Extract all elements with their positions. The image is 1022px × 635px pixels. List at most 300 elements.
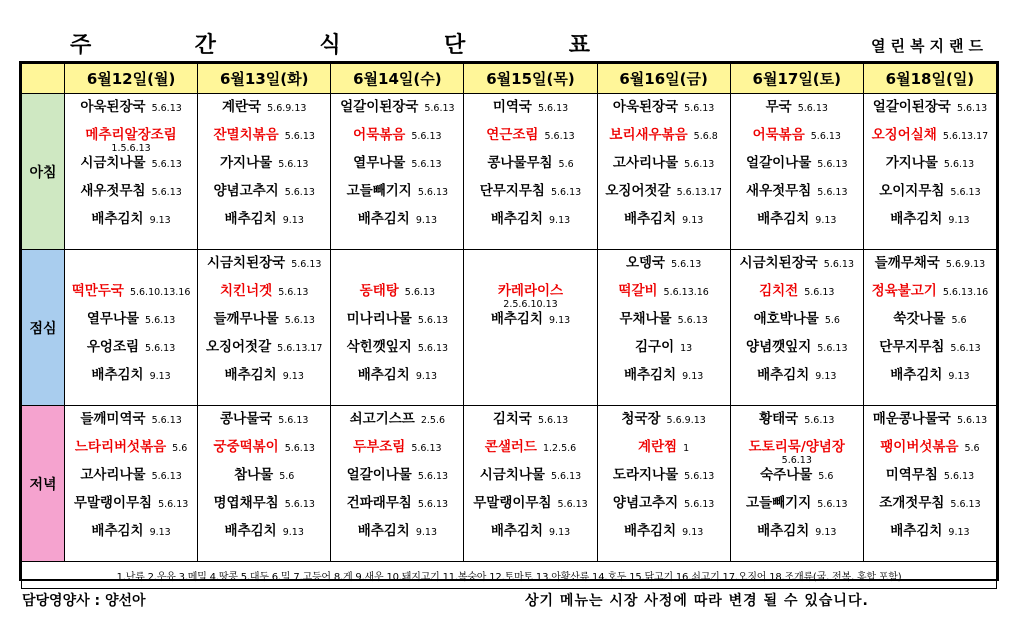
dish-name: 시금치된장국: [206, 255, 286, 271]
menu-item: [864, 367, 996, 395]
dish-name: 숙주나물: [760, 467, 813, 483]
menu-item: [65, 439, 197, 467]
dish-name: 배추김치: [357, 523, 410, 539]
dish-name: 미역국: [492, 99, 532, 115]
dish-name: 가지나물: [220, 155, 273, 171]
allergen-codes: 5.6.13: [158, 499, 189, 510]
allergen-codes: 5.6.13: [797, 103, 828, 114]
allergen-codes: 5.6.13: [823, 259, 854, 270]
menu-item: [731, 411, 863, 439]
allergen-codes: 1.5.6.13: [111, 143, 151, 154]
allergen-codes: 5.6.8: [693, 131, 718, 142]
menu-item: [731, 439, 863, 467]
menu-item: [198, 411, 330, 439]
menu-item: [864, 411, 996, 439]
menu-item: [864, 467, 996, 495]
dish-name: 무국: [765, 99, 792, 115]
allergen-codes: 5.6.10.13.16: [129, 287, 191, 298]
day-header: 6월17일(토): [730, 64, 863, 94]
page-title: [70, 28, 590, 58]
menu-item: [65, 283, 197, 311]
allergen-codes: 9.13: [815, 215, 837, 226]
allergen-codes: 5.6.13: [956, 415, 988, 426]
dish-name: 참나물: [234, 467, 274, 483]
dish-name: 새우젓무침: [746, 183, 812, 199]
dish-name: 단무지무침: [479, 183, 545, 199]
dish-name: 연근조림: [486, 127, 539, 143]
dish-name: 도라지나물: [612, 467, 679, 483]
dish-name: 미역무침: [885, 467, 938, 483]
menu-item: [65, 367, 197, 395]
dish-name: 메추리알장조림: [85, 127, 177, 143]
dish-name: 배추김치: [890, 211, 943, 227]
menu-item: [198, 495, 330, 523]
allergen-codes: 5.6.13: [417, 471, 449, 482]
menu-cell: [331, 250, 464, 406]
menu-item: [731, 283, 863, 311]
menu-item: [464, 495, 596, 523]
dish-name: 열무나물: [86, 311, 140, 327]
allergen-codes: 5.6.13: [284, 131, 315, 142]
allergen-codes: 9.13: [415, 527, 438, 538]
menu-item: [598, 183, 730, 211]
menu-item: [598, 155, 730, 183]
menu-item: [464, 155, 596, 183]
dish-name: 시금치된장국: [739, 255, 818, 271]
menu-item: [731, 467, 863, 495]
allergen-codes: 5.6.13: [810, 131, 841, 142]
allergen-codes: 5.6: [951, 315, 967, 326]
menu-item: [65, 467, 197, 495]
menu-item: [864, 155, 996, 183]
dish-name: 어묵볶음: [353, 127, 406, 143]
dish-name: 얼갈이된장국: [872, 99, 951, 115]
allergen-codes: 5.6.13: [151, 159, 182, 170]
dish-name: 오이지무침: [879, 183, 945, 199]
menu-item: [864, 311, 996, 339]
meal-row-breakfast: [22, 94, 997, 250]
allergen-codes: 5.6: [279, 471, 295, 482]
allergen-codes: 13: [680, 343, 693, 354]
dish-name: 배추김치: [623, 211, 677, 227]
dish-name: 열무나물: [353, 155, 406, 171]
day-header: 6월16일(금): [597, 64, 730, 94]
dish-name: 배추김치: [623, 367, 677, 383]
allergen-codes: 5.6: [824, 315, 840, 326]
allergen-codes: 5.6.13: [145, 343, 176, 354]
meal-row-lunch: [22, 250, 997, 406]
dish-name: 보리새우볶음: [609, 127, 688, 143]
dish-name: 도토리묵/양념장: [748, 439, 845, 455]
menu-item: [198, 523, 330, 551]
allergen-codes: 5.6.13: [817, 499, 848, 510]
menu-grid: [21, 63, 997, 589]
allergen-codes: 2.5.6: [420, 415, 446, 426]
allergen-codes: 5.6.13.17: [942, 131, 989, 142]
menu-item: [598, 283, 730, 311]
dish-name: 쇠고기스프: [349, 411, 415, 427]
dietitian-name: 담당영양사 : 양선아: [22, 593, 146, 609]
meal-label: 아침: [22, 94, 65, 250]
menu-item: [464, 283, 596, 311]
menu-item: [198, 439, 330, 467]
dish-name: 김구이: [635, 339, 675, 355]
menu-item: [198, 99, 330, 127]
allergen-codes: 5.6.13: [677, 315, 708, 326]
allergen-codes: 5.6.13: [557, 499, 588, 510]
corner-cell: [22, 64, 65, 94]
allergen-codes: 5.6.13: [417, 343, 449, 354]
dish-name: 시금치나물: [80, 155, 146, 171]
menu-cell: [597, 406, 730, 562]
allergen-codes: 5.6: [172, 443, 188, 454]
allergen-codes: 5.6.13: [781, 455, 812, 466]
dish-name: 김치국: [492, 411, 532, 427]
menu-item: [198, 155, 330, 183]
allergen-codes: 5.6.13: [284, 443, 315, 454]
allergen-codes: 5.6.13: [550, 187, 582, 198]
menu-cell: [863, 94, 996, 250]
allergen-codes: 5.6.13: [417, 187, 449, 198]
menu-cell: [597, 250, 730, 406]
day-header: 6월14일(수): [331, 64, 464, 94]
day-header: 6월15일(목): [464, 64, 597, 94]
allergen-codes: 5.6.13: [684, 471, 715, 482]
menu-body: [22, 94, 997, 562]
dish-name: 콩나물무침: [487, 155, 553, 171]
menu-item: [331, 183, 463, 211]
dish-name: 가지나물: [885, 155, 938, 171]
dish-name: 삭힌깻잎지: [346, 339, 412, 355]
menu-item: [864, 283, 996, 311]
allergen-codes: 5.6.13: [278, 287, 309, 298]
menu-item: [598, 211, 730, 239]
change-notice: 상기 메뉴는 시장 사정에 따라 변경 될 수 있습니다.: [525, 593, 869, 609]
allergen-codes: 5.6.13: [417, 499, 449, 510]
menu-item: [331, 495, 463, 523]
menu-cell: [65, 250, 198, 406]
dish-name: 들깨무채국: [874, 255, 940, 271]
menu-item: [331, 255, 463, 283]
menu-item: [65, 211, 197, 239]
dish-name: 오징어젓갈: [205, 339, 272, 355]
menu-item: [198, 311, 330, 339]
allergen-codes: 5.6.13: [684, 499, 715, 510]
menu-cell: [65, 94, 198, 250]
dish-name: 명엽채무침: [213, 495, 279, 511]
dish-name: 고들빼기지: [746, 495, 812, 511]
dish-name: 배추김치: [490, 311, 543, 327]
title-char: 주: [70, 33, 92, 58]
menu-item: [65, 339, 197, 367]
menu-item: [864, 339, 996, 367]
allergen-codes: 5.6.13: [284, 315, 315, 326]
menu-item: [331, 311, 463, 339]
menu-item: [331, 283, 463, 311]
dish-name: 잔멸치볶음: [213, 127, 279, 143]
allergen-codes: 5.6.13: [284, 499, 315, 510]
menu-item: [331, 523, 463, 551]
allergen-codes: 9.13: [149, 371, 171, 382]
allergen-codes: 5.6.13: [671, 259, 702, 270]
allergy-legend-row: [22, 562, 997, 589]
allergy-legend: 1.난류 2.우유 3.메밀 4.땅콩 5.대두 6.밀 7.고등어 8.게 9.새우 10.돼지고기 11.복숭아 12.토마토 13.아황산류 14.호두 15.닭고기 16.쇠고기 17.오징어 18.조개류(굴, 전복, 홍합 포함): [22, 562, 997, 589]
allergen-codes: 5.6.13: [956, 103, 988, 114]
dish-name: 배추김치: [490, 523, 543, 539]
dish-name: 새우젓무침: [80, 183, 146, 199]
allergen-codes: 5.6.13: [278, 159, 309, 170]
menu-item: [464, 467, 596, 495]
dish-name: 고사리나물: [80, 467, 146, 483]
menu-item: [731, 255, 863, 283]
menu-cell: [730, 406, 863, 562]
allergen-codes: 5.6.13: [950, 499, 981, 510]
title-char: 단: [444, 33, 466, 58]
allergen-codes: 9.13: [149, 527, 171, 538]
allergen-codes: 9.13: [948, 371, 970, 382]
dish-name: 배추김치: [490, 211, 543, 227]
menu-cell: [730, 250, 863, 406]
menu-item: [731, 523, 863, 551]
allergen-codes: 5.6.9.13: [267, 103, 307, 114]
allergen-codes: 5.6.13: [411, 159, 442, 170]
allergen-codes: 9.13: [415, 371, 438, 382]
title-char: 간: [194, 33, 216, 58]
day-header: 6월18일(일): [863, 64, 996, 94]
brand-name: 열린복지랜드: [871, 37, 988, 55]
menu-item: [65, 411, 197, 439]
menu-item: [198, 211, 330, 239]
menu-item: [731, 367, 863, 395]
menu-item: [198, 283, 330, 311]
allergen-codes: 9.13: [549, 527, 571, 538]
menu-item: [331, 467, 463, 495]
allergen-codes: 5.6.13: [417, 315, 449, 326]
menu-item: [731, 311, 863, 339]
menu-item: [464, 439, 596, 467]
dish-name: 아욱된장국: [612, 99, 679, 115]
menu-item: [464, 127, 596, 155]
menu-item: [598, 411, 730, 439]
allergen-codes: 5.6.13: [550, 471, 582, 482]
menu-item: [464, 183, 596, 211]
menu-item: [198, 127, 330, 155]
dish-name: 배추김치: [91, 367, 144, 383]
dish-name: 배추김치: [890, 367, 943, 383]
allergen-codes: 5.6.13: [151, 103, 182, 114]
dish-name: 청국장: [621, 411, 661, 427]
allergen-codes: 5.6.13: [817, 343, 848, 354]
dish-name: 배추김치: [91, 523, 144, 539]
allergen-codes: 5.6.13: [411, 131, 442, 142]
dish-name: 콘샐러드: [484, 439, 537, 455]
menu-item: [731, 495, 863, 523]
menu-item: [198, 467, 330, 495]
menu-item: [65, 99, 197, 127]
menu-item: [464, 99, 596, 127]
dish-name: 배추김치: [224, 367, 277, 383]
menu-item: [864, 523, 996, 551]
menu-item: [731, 127, 863, 155]
dish-name: 황태국: [759, 411, 799, 427]
menu-item: [331, 127, 463, 155]
dish-name: 건파래무침: [346, 495, 412, 511]
allergen-codes: 1.2.5.6: [542, 443, 577, 454]
dish-name: 정육불고기: [871, 283, 937, 299]
dish-name: 단무지무침: [879, 339, 945, 355]
menu-cell: [597, 94, 730, 250]
dish-name: 치킨너겟: [220, 283, 273, 299]
menu-item: [731, 155, 863, 183]
menu-item: [464, 211, 596, 239]
dish-name: 들깨미역국: [80, 411, 146, 427]
day-header: 6월12일(월): [65, 64, 198, 94]
dish-name: 아욱된장국: [80, 99, 146, 115]
menu-item: [331, 367, 463, 395]
dish-name: 조개젓무침: [879, 495, 945, 511]
allergen-codes: 9.13: [815, 527, 837, 538]
menu-item: [731, 99, 863, 127]
allergen-codes: 5.6.13.16: [942, 287, 989, 298]
allergen-codes: 5.6.13: [151, 415, 182, 426]
allergen-codes: 9.13: [815, 371, 837, 382]
title-char: 표: [568, 33, 590, 58]
menu-cell: [464, 250, 597, 406]
dish-name: 계란찜: [638, 439, 678, 455]
dish-name: 팽이버섯볶음: [880, 439, 959, 455]
allergen-codes: 2.5.6.10.13: [503, 299, 558, 310]
menu-item: [464, 255, 596, 283]
allergen-codes: 9.13: [549, 315, 571, 326]
dish-name: 두부조림: [353, 439, 406, 455]
meal-label: 점심: [22, 250, 65, 406]
menu-item: [864, 211, 996, 239]
menu-item: [731, 339, 863, 367]
menu-item: [65, 155, 197, 183]
dish-name: 오징어실채: [871, 127, 937, 143]
menu-item: [331, 411, 463, 439]
dish-name: 고사리나물: [612, 155, 679, 171]
dish-name: 오뎅국: [625, 255, 666, 271]
dish-name: 무말랭이무침: [473, 495, 552, 511]
allergen-codes: 9.13: [415, 215, 438, 226]
allergen-codes: 5.6.13: [291, 259, 322, 270]
dish-name: 애호박나물: [753, 311, 819, 327]
dish-name: 배추김치: [757, 367, 810, 383]
menu-cell: [331, 94, 464, 250]
allergen-codes: 5.6.13: [411, 443, 442, 454]
menu-item: [598, 467, 730, 495]
allergen-codes: 5.6.13: [943, 471, 975, 482]
dish-name: 계란국: [222, 99, 262, 115]
allergen-codes: 5.6: [558, 159, 574, 170]
dish-name: 얼갈이된장국: [340, 99, 419, 115]
menu-cell: [464, 406, 597, 562]
allergen-codes: 5.6.9.13: [945, 259, 986, 270]
allergen-codes: 5.6.13.17: [676, 187, 722, 198]
title-char: 식: [319, 33, 341, 58]
allergen-codes: 5.6.13: [151, 187, 182, 198]
menu-item: [198, 367, 330, 395]
menu-item: [65, 255, 197, 283]
allergen-codes: 9.13: [682, 215, 704, 226]
menu-item: [65, 127, 197, 155]
dish-name: 배추김치: [357, 211, 410, 227]
allergen-codes: 9.13: [948, 215, 970, 226]
menu-item: [198, 339, 330, 367]
dish-name: 동태탕: [359, 283, 399, 299]
allergen-codes: 5.6.13.16: [663, 287, 709, 298]
menu-item: [598, 339, 730, 367]
dish-name: 떡만두국: [71, 283, 124, 299]
menu-table: [19, 61, 999, 581]
menu-item: [598, 255, 730, 283]
allergen-codes: 5.6: [818, 471, 834, 482]
menu-item: [598, 99, 730, 127]
menu-item: [598, 439, 730, 467]
menu-item: [65, 311, 197, 339]
menu-cell: [863, 250, 996, 406]
allergen-codes: 5.6.13: [817, 187, 848, 198]
allergen-codes: 9.13: [282, 371, 304, 382]
dish-name: 무말랭이무침: [73, 495, 153, 511]
menu-item: [731, 183, 863, 211]
day-header: 6월13일(화): [198, 64, 331, 94]
dish-name: 배추김치: [757, 523, 810, 539]
dish-name: 배추김치: [224, 211, 277, 227]
menu-item: [864, 99, 996, 127]
dish-name: 들깨무나물: [213, 311, 279, 327]
allergen-codes: 5.6.13: [804, 287, 835, 298]
allergen-codes: 5.6.13: [804, 415, 835, 426]
allergen-codes: 5.6.13: [684, 159, 715, 170]
allergen-codes: 5.6.13: [145, 315, 176, 326]
menu-cell: [198, 94, 331, 250]
menu-item: [598, 523, 730, 551]
allergen-codes: 1: [683, 443, 690, 454]
menu-cell: [65, 406, 198, 562]
menu-item: [331, 339, 463, 367]
meal-label: 저녁: [22, 406, 65, 562]
allergen-codes: 5.6.13: [284, 187, 315, 198]
allergen-codes: 5.6.13: [943, 159, 975, 170]
dish-name: 무채나물: [619, 311, 672, 327]
menu-item: [65, 495, 197, 523]
dish-name: 쑥갓나물: [893, 311, 946, 327]
menu-item: [198, 255, 330, 283]
menu-item: [464, 523, 596, 551]
menu-item: [598, 367, 730, 395]
dish-name: 어묵볶음: [752, 127, 805, 143]
dish-name: 양념고추지: [612, 495, 679, 511]
menu-item: [65, 523, 197, 551]
allergen-codes: 5.6.13: [544, 131, 575, 142]
allergen-codes: 5.6.9.13: [666, 415, 706, 426]
allergen-codes: 5.6.13: [950, 343, 981, 354]
allergen-codes: 9.13: [682, 527, 704, 538]
allergen-codes: 9.13: [549, 215, 571, 226]
allergen-codes: 9.13: [948, 527, 970, 538]
allergen-codes: 5.6.13: [537, 415, 569, 426]
meal-row-dinner: [22, 406, 997, 562]
menu-cell: [331, 406, 464, 562]
menu-item: [598, 311, 730, 339]
dish-name: 매운콩나물국: [872, 411, 951, 427]
menu-item: [331, 99, 463, 127]
dish-name: 배추김치: [757, 211, 810, 227]
allergen-codes: 9.13: [282, 527, 304, 538]
allergen-codes: 5.6.13: [424, 103, 455, 114]
